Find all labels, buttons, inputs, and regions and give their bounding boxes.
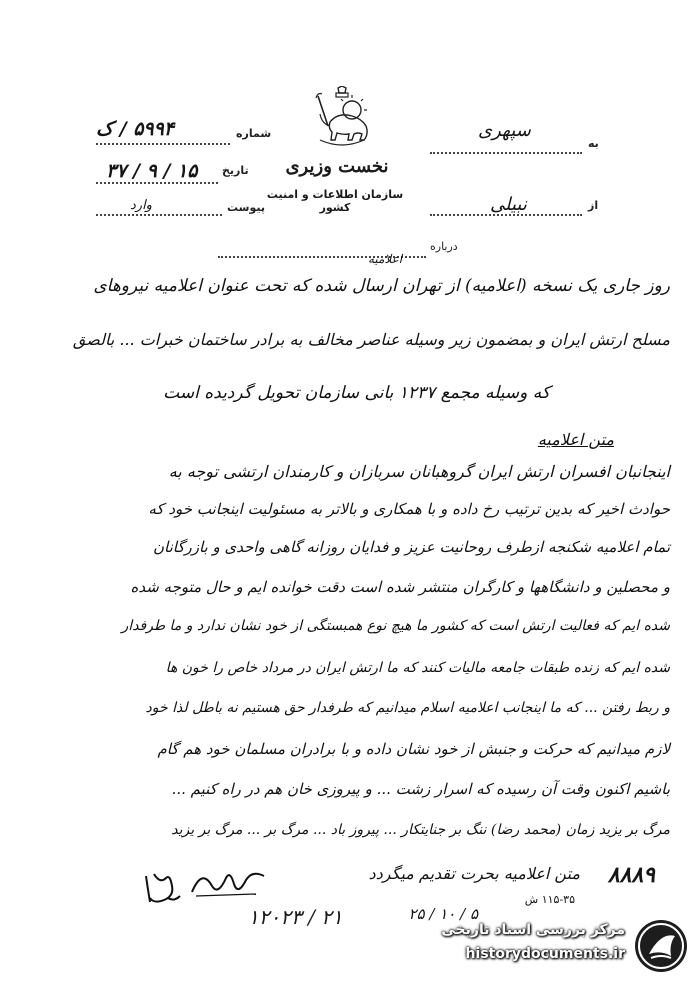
- to-value: سپهری: [478, 120, 531, 141]
- body-line: تمام اعلامیه شکنجه ازطرف روحانیت عزیز و فدایان روزانه گاهی واحدی و بازرگانان: [152, 538, 670, 556]
- official-signature-icon: [188, 866, 268, 900]
- number-label: شماره: [236, 127, 272, 140]
- body-line: و محصلین و دانشگاهها و کارگران منتشر شده است دقت خوانده ایم و حال متوجه شده: [130, 578, 670, 596]
- to-dotted-line: [430, 152, 582, 154]
- body-line: و ربط رفتن ... که ما اینجانب اعلامیه اسلام میدانیم که طرفدار حق هستیم نه باطل لذا خود: [145, 700, 670, 716]
- organization-name: نخست وزیری: [285, 156, 389, 177]
- from-label: از: [588, 199, 599, 212]
- body-line: روز جاری یک نسخه (اعلامیه) از تهران ارسال شده که تحت عنوان اعلامیه نیروهای: [93, 276, 670, 296]
- body-line: اینجانبان افسران ارتش ایران گروهبانان سربازان و کارمندان ارتشی توجه به: [168, 462, 670, 481]
- date-dotted-line: [96, 182, 218, 184]
- footer-reference: ۱۱۵-۳۵ ش: [524, 893, 575, 906]
- signature-initials: ۸۸۸۹: [607, 862, 655, 888]
- footer-note: متن اعلامیه بحرت تقدیم میگردد: [368, 864, 580, 883]
- footer-number: ۱۲۰۲۳ / ۲۱: [248, 905, 343, 929]
- date-label: تاریخ: [222, 164, 249, 177]
- body-line: که وسیله مجمع ۱۲۳۷ بانی سازمان تحویل گردیده است: [163, 383, 550, 403]
- subject-value: اعلامیه: [368, 252, 403, 266]
- body-line: مسلح ارتش ایران و بمضمون زیر وسیله عناصر مخالف به برادر ساختمان خبرات ... بالصق: [72, 330, 670, 349]
- body-line: حوادث اخیر که بدین ترتیب رخ داده و با همکاری و بالاتر به مسئولیت اینجانب خود که: [148, 500, 670, 518]
- attachment-value: وارد: [130, 198, 152, 213]
- body-line: شده ایم که زنده طبقات جامعه مالیات کنند که ما ارتش ایران در مرداد خاص را خون ها: [165, 660, 670, 676]
- signature-scribble-icon: [140, 868, 184, 910]
- body-line: لازم میدانیم که حرکت و جنبش از خود نشان داده و با برادران مسلمان خود هم گام: [157, 740, 670, 758]
- attachment-label: پیوست: [227, 201, 265, 214]
- from-value: نبیلی: [490, 194, 527, 215]
- organization-department: سازمان اطلاعات و امنیت کشور: [266, 188, 404, 214]
- body-line: شده ایم که فعالیت ارتش است که کشور ما هیچ نوع همبستگی از خود نشان ندارد و ما طرفدار: [121, 618, 670, 634]
- number-value: ۵۹۹۴ / ک: [96, 118, 175, 140]
- archive-watermark: [425, 912, 695, 976]
- body-line: باشیم اکنون وقت آن رسیده که اسرار زشت ... و پیروزی خان هم در راه کنیم ...: [171, 780, 670, 798]
- body-line: مرگ بر یزید زمان (محمد رضا) ننگ بر جنایتکار ... پیروز باد ... مرگ بر ... مرگ بر یزید: [171, 822, 670, 838]
- lion-and-sun-emblem-icon: [300, 86, 384, 150]
- subject-label: درباره: [430, 240, 458, 253]
- number-dotted-line: [96, 143, 230, 145]
- watermark-url: historydocuments.ir: [465, 946, 625, 962]
- to-label: به: [588, 137, 599, 150]
- footer-date: ۵ / ۱۰ / ۲۵: [408, 905, 478, 923]
- date-value: ۱۵ / ۹ / ۳۷: [106, 160, 198, 182]
- body-line: متن اعلامیه: [537, 430, 614, 449]
- archive-logo-icon: [633, 918, 689, 974]
- attachment-dotted-line: [96, 214, 222, 216]
- watermark-title: مرکز بررسی اسناد تاریخی: [441, 922, 625, 938]
